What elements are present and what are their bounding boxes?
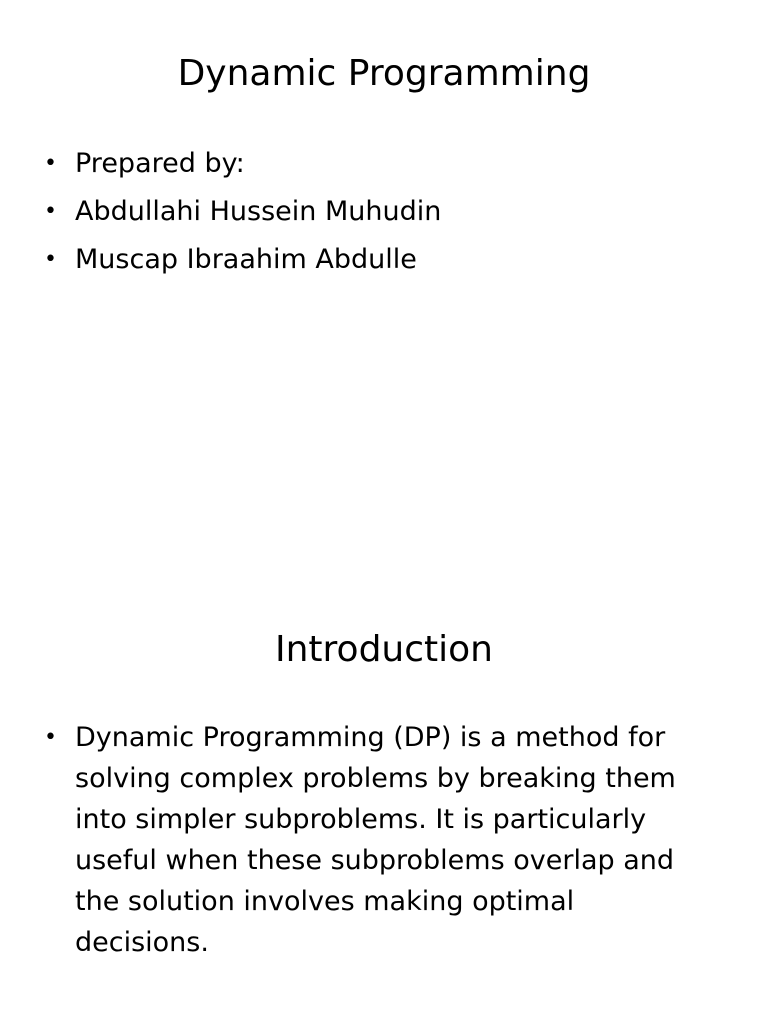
bullet-item-definition xyxy=(0,717,768,963)
bullet-text: Prepared by: xyxy=(75,148,245,179)
bullet-item-prepared-by xyxy=(0,140,768,188)
bullet-text: Muscap Ibraahim Abdulle xyxy=(75,244,417,275)
slide-introduction xyxy=(0,512,768,1024)
bullet-icon: • xyxy=(44,151,57,176)
bullet-icon: • xyxy=(44,247,57,272)
bullet-text: Dynamic Programming (DP) is a method for solving complex problems by breaking them into simpler subproblems. It is particularly useful when these subproblems overlap and the solution involves making optimal decisions. xyxy=(75,722,676,958)
bullet-item-author-1 xyxy=(0,188,768,236)
bullet-item-author-2 xyxy=(0,236,768,284)
slide-title: Dynamic Programming xyxy=(177,53,591,94)
bullet-list xyxy=(0,140,768,284)
slide-title: Introduction xyxy=(274,629,493,670)
bullet-list xyxy=(0,717,768,963)
bullet-icon: • xyxy=(44,199,57,224)
bullet-icon: • xyxy=(44,725,57,750)
bullet-text: Abdullahi Hussein Muhudin xyxy=(75,196,442,227)
